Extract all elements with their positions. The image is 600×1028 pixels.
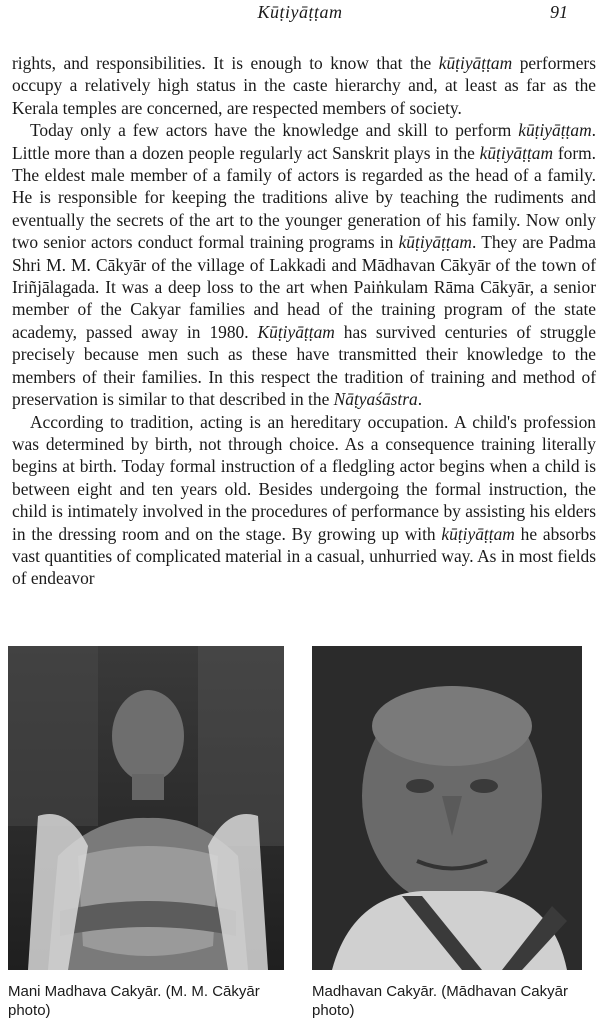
italic-term: kūṭiyāṭṭam bbox=[479, 142, 554, 163]
italic-term: kūṭiyāṭṭam bbox=[518, 120, 592, 141]
caption-left: Mani Madhava Cakyār. (M. M. Cākyār photo) bbox=[8, 983, 260, 1019]
italic-term: kūṭiyāṭṭam bbox=[398, 232, 472, 253]
italic-term: Nāṭyaśāstra bbox=[333, 389, 418, 410]
photo-mani-madhava-cakyar bbox=[8, 646, 284, 970]
page-number: 91 bbox=[550, 2, 568, 22]
paragraph-2: Today only a few actors have the knowledge and skill to perform kūṭiyāṭṭam. Little more than a dozen people regularly act Sanskrit plays in the kūṭiyāṭṭam form. The eldest male member of a family of actors is regarded as the head of a family. He is responsible for keeping the traditions alive by teaching the rudiments and eventually the secrets of the art to the younger generation of his family. Now only two senior actors conduct formal training programs in kūṭiyāṭṭam. They are Padma Shri M. M. Cākyār of the village of Lakkadi and Mādhavan Cākyār of the town of Iriñjālagada. It was a deep loss to the art when Paiṅkulam Rāma Cākyār, a senior member of the Cakyar families and head of the training program of the state academy, passed away in 1980. Kūṭiyāṭṭam has survived centuries of struggle precisely because men such as these have transmitted their knowledge to the members of their families. In this respect the tradition of training and method of preservation is similar to that described in the Nāṭyaśāstra. bbox=[12, 120, 596, 410]
italic-term: kūṭiyāṭṭam bbox=[441, 523, 515, 544]
italic-term: Kūṭiyāṭṭam bbox=[257, 321, 335, 342]
paragraph-1: rights, and responsibilities. It is enough to know that the kūṭiyāṭṭam performers occupy a relatively high status in the caste hierarchy and, at least as far as the Kerala temples are concerned, are respected members of society. bbox=[12, 53, 596, 118]
italic-term: kūṭiyāṭṭam bbox=[438, 53, 513, 73]
photo-madhavan-cakyar bbox=[312, 646, 582, 970]
body-text bbox=[12, 52, 596, 590]
paragraph-3: According to tradition, acting is an hereditary occupation. A child's profession was determined by birth, not through choice. As a consequence training literally begins at birth. Today formal instruction of a fledgling actor begins when a child is between eight and ten years old. Besides undergoing the formal instruction, the child is intimately involved in the procedures of performance by assisting his elders in the dressing room and on the stage. By growing up with kūṭiyāṭṭam he absorbs vast quantities of complicated material in a casual, unhurried way. As in most fields of endeavor bbox=[12, 411, 596, 589]
running-title: Kūṭiyāṭṭam bbox=[257, 2, 343, 22]
caption-right: Madhavan Cakyār. (Mādhavan Cakyār photo) bbox=[312, 983, 568, 1019]
